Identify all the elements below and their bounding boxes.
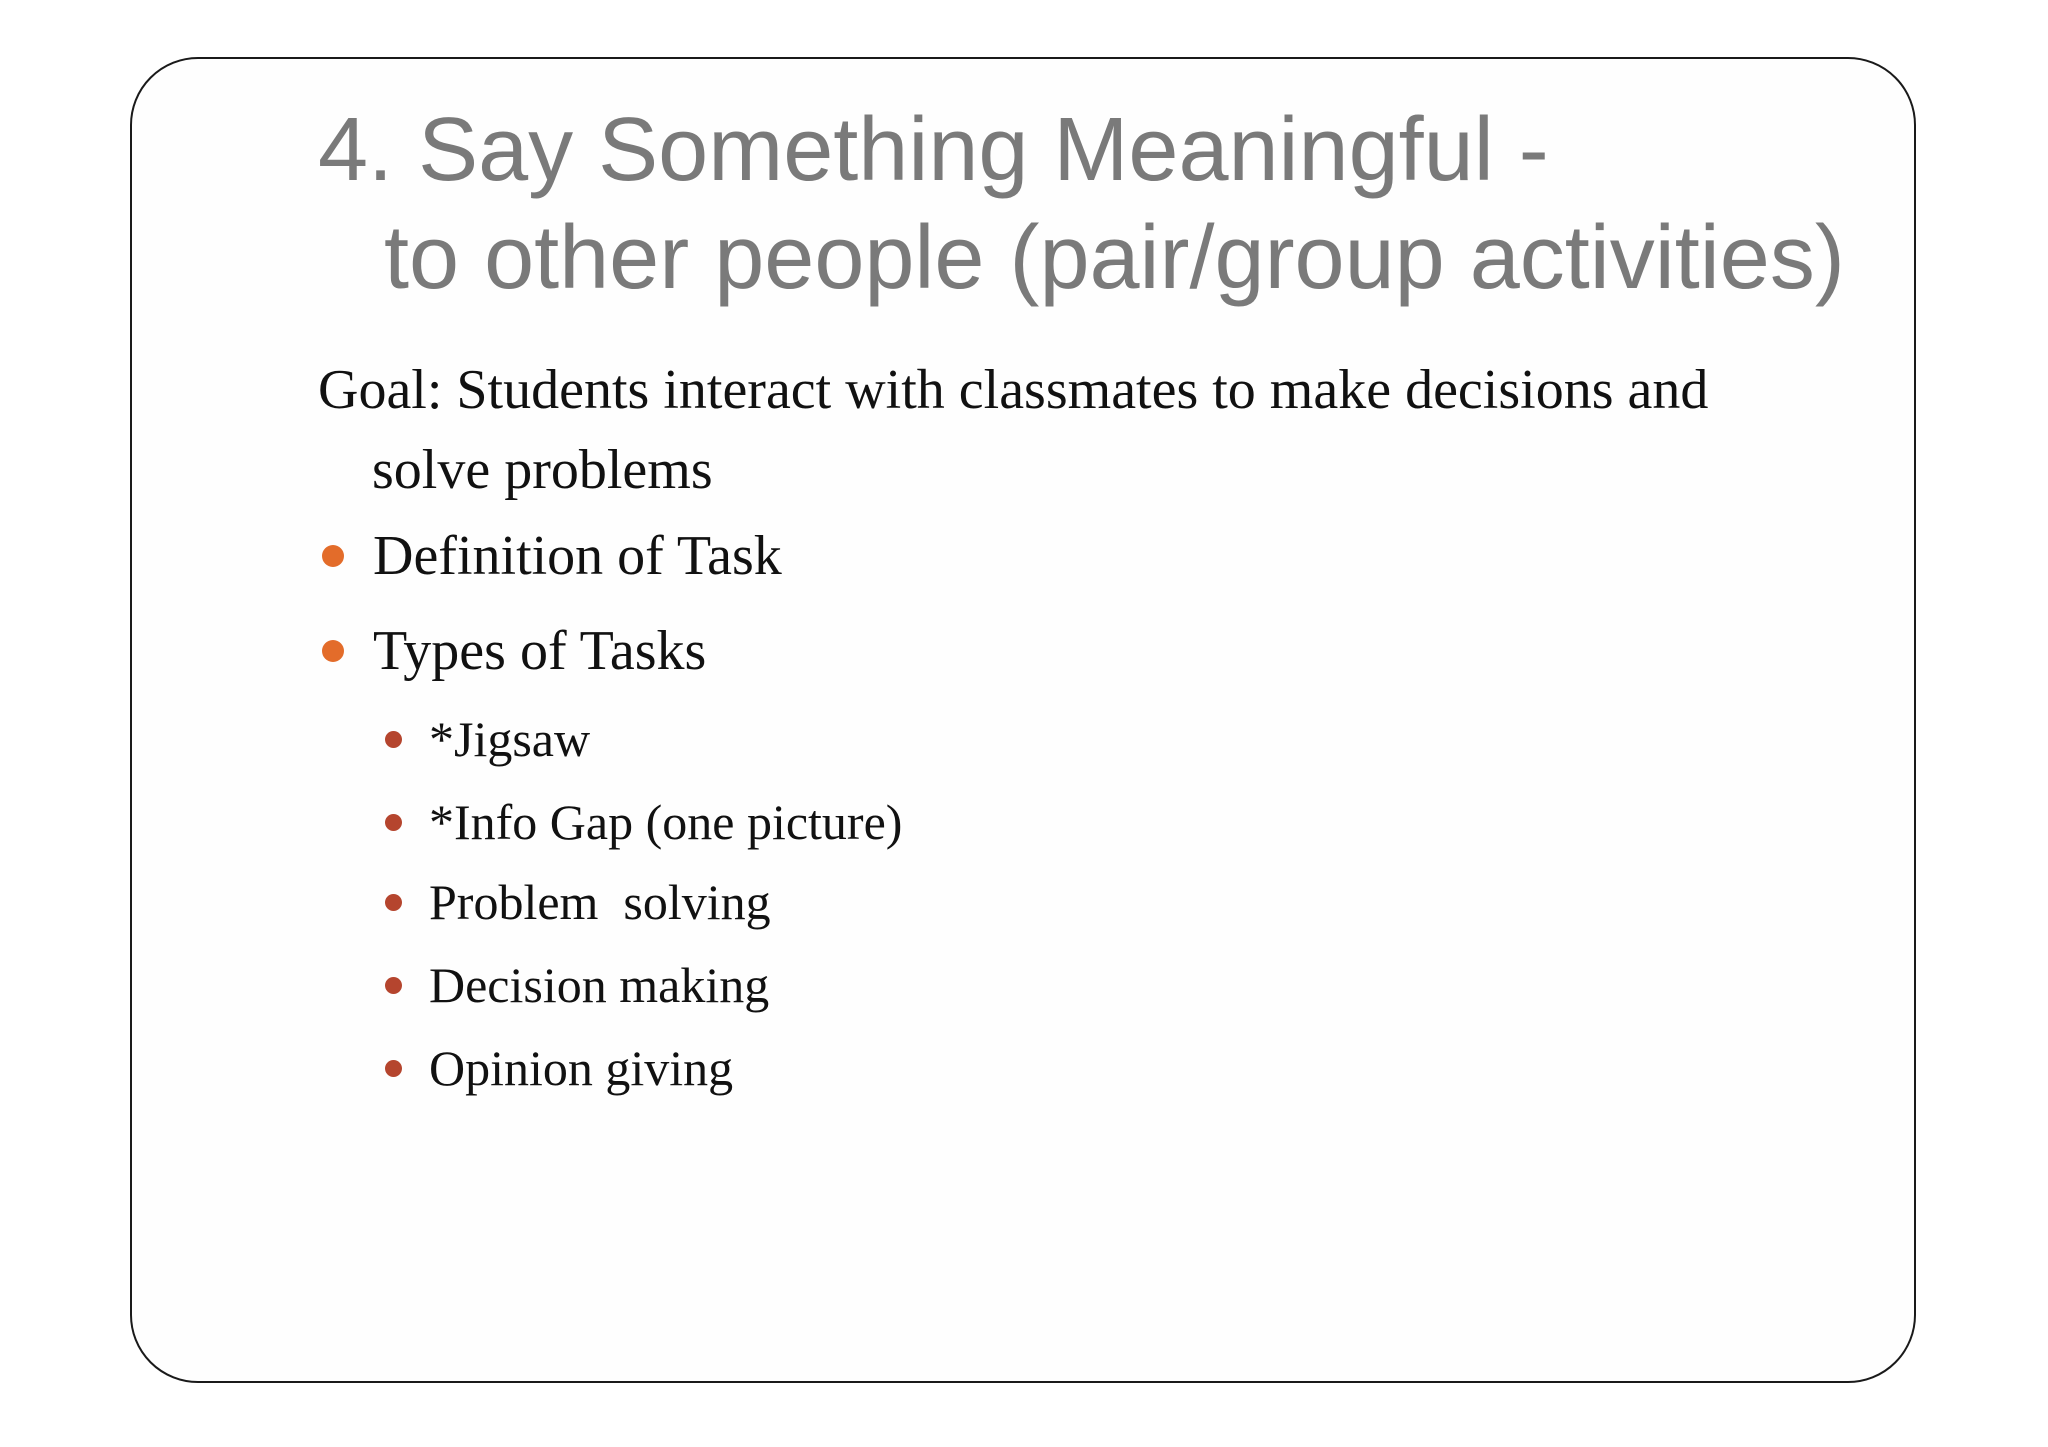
sub-bullet-label: Decision making xyxy=(429,957,770,1013)
bullet-dot xyxy=(322,640,344,662)
goal-line-2: solve problems xyxy=(372,439,713,501)
bullet-types-of-tasks xyxy=(322,615,706,687)
slide-title xyxy=(318,96,1878,312)
sub-bullet-label: Opinion giving xyxy=(429,1040,734,1096)
goal-statement xyxy=(318,350,1818,510)
sub-bullet-opinion-giving xyxy=(385,1032,733,1104)
bullet-label: Types of Tasks xyxy=(373,620,707,682)
sub-bullet-dot xyxy=(385,977,402,994)
title-line-1: 4. Say Something Meaningful - xyxy=(318,100,1549,200)
sub-bullet-label: *Info Gap (one picture) xyxy=(429,794,903,850)
sub-bullet-dot xyxy=(385,814,402,831)
sub-bullet-info-gap xyxy=(385,786,902,858)
bullet-dot xyxy=(322,545,344,567)
goal-line-1: Goal: Students interact with classmates to make decisions and xyxy=(318,359,1709,421)
bullet-definition-of-task xyxy=(322,520,782,592)
sub-bullet-label: Problem solving xyxy=(429,874,771,930)
sub-bullet-decision-making xyxy=(385,949,769,1021)
sub-bullet-dot xyxy=(385,894,402,911)
sub-bullet-problem-solving xyxy=(385,866,771,938)
sub-bullet-dot xyxy=(385,1060,402,1077)
sub-bullet-dot xyxy=(385,731,402,748)
sub-bullet-jigsaw xyxy=(385,703,590,775)
title-line-2: to other people (pair/group activities) xyxy=(384,208,1845,308)
sub-bullet-label: *Jigsaw xyxy=(429,711,591,767)
bullet-label: Definition of Task xyxy=(373,525,782,587)
